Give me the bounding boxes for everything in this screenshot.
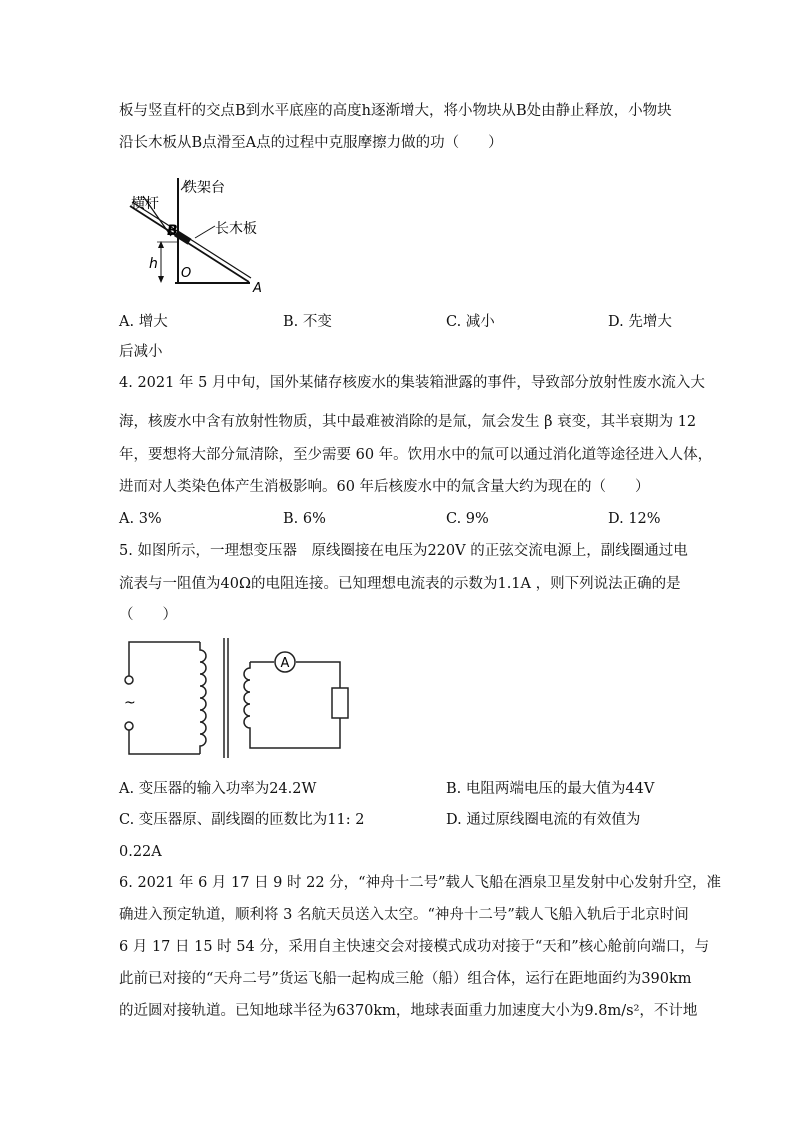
q3-text-line-1: 板与竖直杆的交点B到水平底座的高度h逐渐增大，将小物块从B处由静止释放，小物块 — [119, 103, 672, 119]
terminal-top — [125, 676, 133, 684]
q3-option-b: B. 不变 — [283, 314, 332, 330]
primary-wire-bottom — [129, 730, 200, 754]
q5-option-a: A. 变压器的输入功率为24.2W — [119, 781, 317, 797]
h-arrow-down — [158, 276, 164, 283]
label-O: O — [181, 266, 192, 281]
q6-text-line-4: 此前已对接的“天舟二号”货运飞船一起构成三舱（船）组合体，运行在距地面约为390km — [119, 971, 692, 987]
label-tiejiatai: 铁架台 — [183, 180, 225, 196]
q5-option-c: C. 变压器原、副线圈的匝数比为11: 2 — [119, 812, 365, 828]
label-h: h — [149, 256, 158, 272]
label-changmuban: 长木板 — [215, 221, 257, 237]
ammeter-label: A — [280, 656, 290, 671]
q3-option-d: D. 先增大 — [608, 314, 672, 330]
q5-transformer-figure — [120, 636, 360, 762]
q5-text-line-1: 5. 如图所示，一理想变压器 原线圈接在电压为220V 的正弦交流电源上，副线圈通过电 — [119, 543, 688, 559]
q5-text-line-2: 流表与一阻值为40Ω的电阻连接。已知理想电流表的示数为1.1A ，则下列说法正确的是 — [119, 576, 681, 592]
label-A: A — [253, 281, 262, 294]
ac-source-symbol: ~ — [124, 695, 136, 711]
q4-option-d: D. 12% — [608, 511, 661, 527]
q5-option-d-continued: 0.22A — [119, 844, 162, 860]
q5-text-line-3: （ ） — [119, 607, 177, 623]
secondary-wire-c — [250, 718, 340, 748]
leader-changmuban — [195, 226, 215, 238]
primary-coil — [200, 642, 206, 754]
q4-option-a: A. 3% — [119, 511, 162, 527]
q4-text-line-4: 进而对人类染色体产生消极影响。60 年后核废水中的氚含量大约为现在的（ ） — [119, 479, 650, 495]
resistor — [332, 688, 348, 718]
q6-text-line-1: 6. 2021 年 6 月 17 日 9 时 22 分，“神舟十二号”载人飞船在酒泉卫星发射中心发射升空，准 — [119, 875, 722, 891]
q3-option-a: A. 增大 — [119, 314, 168, 330]
terminal-bottom — [125, 722, 133, 730]
q4-text-line-3: 年，要想将大部分氚清除，至少需要 60 年。饮用水中的氚可以通过消化道等途径进入人体， — [119, 447, 713, 463]
q3-text-line-2: 沿长木板从B点滑至A点的过程中克服摩擦力做的功（ ） — [119, 135, 503, 151]
label-B: B — [167, 223, 178, 239]
q3-incline-figure — [115, 176, 275, 294]
label-henggan: 横杆 — [131, 196, 159, 212]
q4-option-c: C. 9% — [446, 511, 489, 527]
q5-option-d: D. 通过原线圈电流的有效值为 — [446, 812, 641, 828]
q6-text-line-3: 6 月 17 日 15 时 54 分，采用自主快速交会对接模式成功对接于“天和”核心舱前向端口，与 — [119, 939, 710, 955]
q6-text-line-2: 确进入预定轨道，顺利将 3 名航天员送入太空。“神舟十二号”载人飞船入轨后于北京时间 — [119, 907, 689, 923]
secondary-wire-b — [296, 662, 340, 688]
q3-option-c: C. 减小 — [446, 314, 495, 330]
q4-text-line-1: 4. 2021 年 5 月中旬，国外某储存核废水的集装箱泄露的事件，导致部分放射性废水流入大 — [119, 375, 705, 391]
q3-option-d-continued: 后减小 — [119, 344, 163, 360]
q6-text-line-5: 的近圆对接轨道。已知地球半径为6370km，地球表面重力加速度大小为9.8m/s²，不计地 — [119, 1003, 698, 1019]
q5-option-b: B. 电阻两端电压的最大值为44V — [446, 781, 655, 797]
primary-wire-top — [129, 642, 200, 676]
q4-option-b: B. 6% — [283, 511, 326, 527]
secondary-coil — [244, 662, 250, 740]
q4-text-line-2: 海，核废水中含有放射性物质，其中最难被消除的是氚，氚会发生 β 衰变，其半衰期为 12 — [119, 414, 697, 430]
